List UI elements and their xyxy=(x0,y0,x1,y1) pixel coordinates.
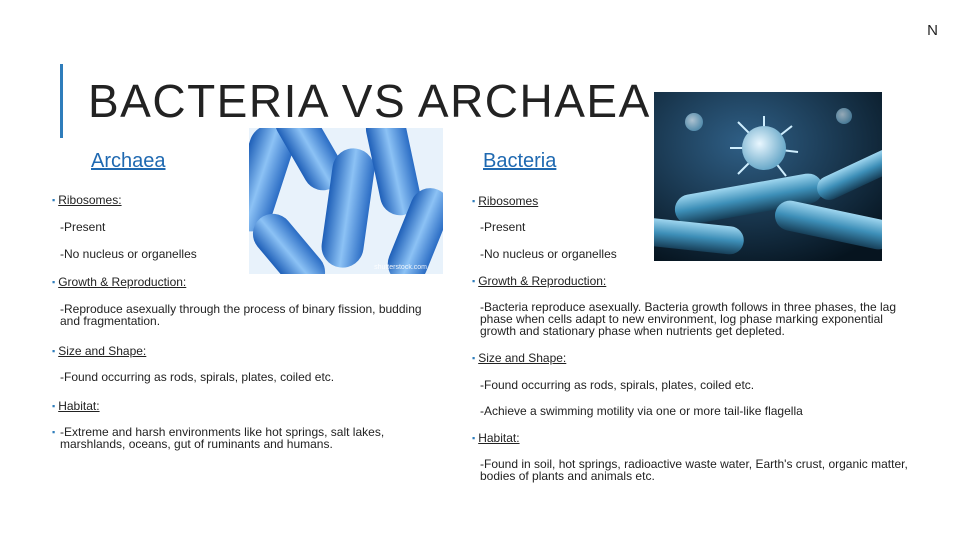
bacteria-habitat-text: -Found in soil, hot springs, radioactive waste water, Earth's crust, organic matter, bodies of plants and animals etc. xyxy=(480,457,908,483)
bullet-icon: ▪ xyxy=(472,433,476,443)
archaea-habitat-heading: ▪ Habitat: xyxy=(52,399,100,413)
bullet-icon: ▪ xyxy=(472,276,476,286)
bacteria-image xyxy=(654,92,882,261)
bullet-icon: ▪ xyxy=(52,195,56,205)
bullet-icon: ▪ xyxy=(472,196,476,206)
bacteria-growth-text: -Bacteria reproduce asexually. Bacteria growth follows in three phases, the lag phase when cells adapt to new environment, log phase marking exponential growth and stationary phase when nutrients get depleted. xyxy=(480,300,896,338)
bullet-icon: ▪ xyxy=(52,401,56,411)
title-accent-bar xyxy=(60,64,63,138)
archaea-habitat-bullet xyxy=(52,426,58,439)
bacteria-size-heading: ▪ Size and Shape: xyxy=(472,351,567,365)
archaea-ribosomes-no-nucleus: -No nucleus or organelles xyxy=(60,247,197,261)
bacteria-ribosomes-present: -Present xyxy=(480,220,526,234)
bullet-icon: ▪ xyxy=(472,353,476,363)
bacteria-motility-text: -Achieve a swimming motility via one or more tail-like flagella xyxy=(480,404,803,418)
slide-title: BACTERIA VS ARCHAEA xyxy=(88,75,651,127)
bacteria-size-text: -Found occurring as rods, spirals, plates, coiled etc. xyxy=(480,378,755,392)
archaea-growth-text: -Reproduce asexually through the process of binary fission, budding and fragmentation. xyxy=(60,302,422,328)
bullet-icon: ▪ xyxy=(52,277,56,287)
archaea-size-heading: ▪ Size and Shape: xyxy=(52,344,147,358)
archaea-image xyxy=(249,128,443,274)
bullet-icon: ▪ xyxy=(52,346,56,356)
bullet-icon: ▪ xyxy=(52,427,56,437)
bacteria-habitat-heading: ▪ Habitat: xyxy=(472,431,520,445)
archaea-heading: Archaea xyxy=(91,150,166,172)
corner-letter: N xyxy=(927,22,938,39)
bacteria-heading: Bacteria xyxy=(483,150,557,172)
archaea-size-text: -Found occurring as rods, spirals, plates, coiled etc. xyxy=(60,370,335,384)
bacteria-growth-heading: ▪ Growth & Reproduction: xyxy=(472,274,607,288)
archaea-ribosomes-heading: ▪ Ribosomes: xyxy=(52,193,122,207)
bacteria-ribosomes-no-nucleus: -No nucleus or organelles xyxy=(480,247,617,261)
bacteria-ribosomes-heading: ▪ Ribosomes xyxy=(472,194,539,208)
archaea-habitat-text: -Extreme and harsh environments like hot springs, salt lakes, marshlands, oceans, gut of ruminants and humans. xyxy=(60,425,385,451)
archaea-growth-heading: ▪ Growth & Reproduction: xyxy=(52,275,187,289)
archaea-ribosomes-present: -Present xyxy=(60,220,106,234)
watermark-text: shutterstock.com xyxy=(374,264,427,271)
